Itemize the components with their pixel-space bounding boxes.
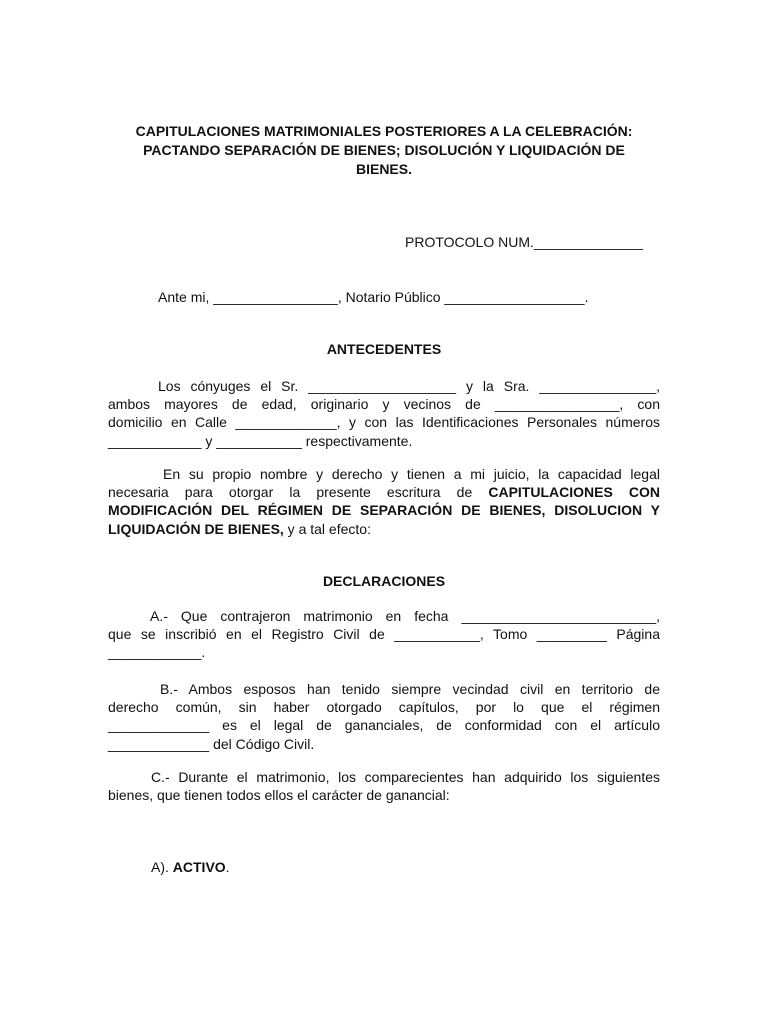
paragraph-line xyxy=(108,483,660,501)
paragraph-line: Los cónyuges el Sr. ___________________ y la Sra. _______________, xyxy=(158,378,660,394)
paragraph-text: y a tal efecto: xyxy=(283,520,371,537)
notary-line: Ante mi, ________________, Notario Público __________________. xyxy=(158,289,589,305)
paragraph-line: _____________ del Código Civil. xyxy=(108,735,315,752)
title-line: PACTANDO SEPARACIÓN DE BIENES; DISOLUCIÓN Y LIQUIDACIÓN DE xyxy=(143,142,625,158)
paragraph-line: B.- Ambos esposos han tenido siempre vecindad civil en territorio de xyxy=(160,681,660,697)
activo-prefix: A). xyxy=(151,859,173,875)
bold-text: MODIFICACIÓN DEL RÉGIMEN DE SEPARACIÓN DE BIENES, DISOLUCION Y xyxy=(108,502,660,519)
activo-label: ACTIVO xyxy=(172,859,226,875)
bold-text: LIQUIDACIÓN DE BIENES, xyxy=(108,520,284,537)
paragraph-line: ____________ y ___________ respectivamente. xyxy=(108,432,413,449)
activo-heading xyxy=(108,858,660,876)
antecedentes-paragraph xyxy=(108,377,660,450)
paragraph-line: bienes, que tienen todos ellos el carácter de ganancial: xyxy=(108,787,450,804)
antecedentes-heading: ANTECEDENTES xyxy=(326,341,442,357)
activo-suffix: . xyxy=(225,859,230,875)
title-line: CAPITULACIONES MATRIMONIALES POSTERIORES A LA CELEBRACIÓN: xyxy=(135,123,633,139)
paragraph-line: C.- Durante el matrimonio, los comparecientes han adquirido los siguientes xyxy=(151,769,660,785)
paragraph-line: ____________. xyxy=(108,644,206,661)
declaracion-c xyxy=(108,768,660,804)
paragraph-line: domicilio en Calle _____________, y con las Identificaciones Personales números xyxy=(108,414,660,431)
activo-section xyxy=(108,858,660,876)
title-line: BIENES. xyxy=(355,161,412,177)
declaraciones-heading: DECLARACIONES xyxy=(322,573,446,589)
declaracion-b xyxy=(108,680,660,753)
bold-text: CAPITULACIONES CON xyxy=(488,484,660,501)
protocol-number: PROTOCOLO NUM.______________ xyxy=(405,234,643,250)
document-title xyxy=(108,122,660,179)
juicio-paragraph xyxy=(108,465,660,538)
paragraph-line: En su propio nombre y derecho y tienen a mi juicio, la capacidad legal xyxy=(163,466,660,482)
paragraph-line xyxy=(108,520,660,538)
paragraph-line: ambos mayores de edad, originario y vecinos de ________________, con xyxy=(108,396,660,413)
paragraph-line: que se inscribió en el Registro Civil de ___________, Tomo _________ Página xyxy=(108,626,660,643)
paragraph-line: derecho común, sin haber otorgado capítulos, por lo que el régimen xyxy=(108,699,660,716)
paragraph-line: A.- Que contrajeron matrimonio en fecha _________________________, xyxy=(150,608,660,624)
paragraph-line xyxy=(108,501,660,519)
declaracion-a xyxy=(108,607,660,662)
paragraph-text: necesaria para otorgar la presente escritura de xyxy=(108,484,489,501)
paragraph-line: _____________ es el legal de gananciales, de conformidad con el artículo xyxy=(108,717,660,734)
